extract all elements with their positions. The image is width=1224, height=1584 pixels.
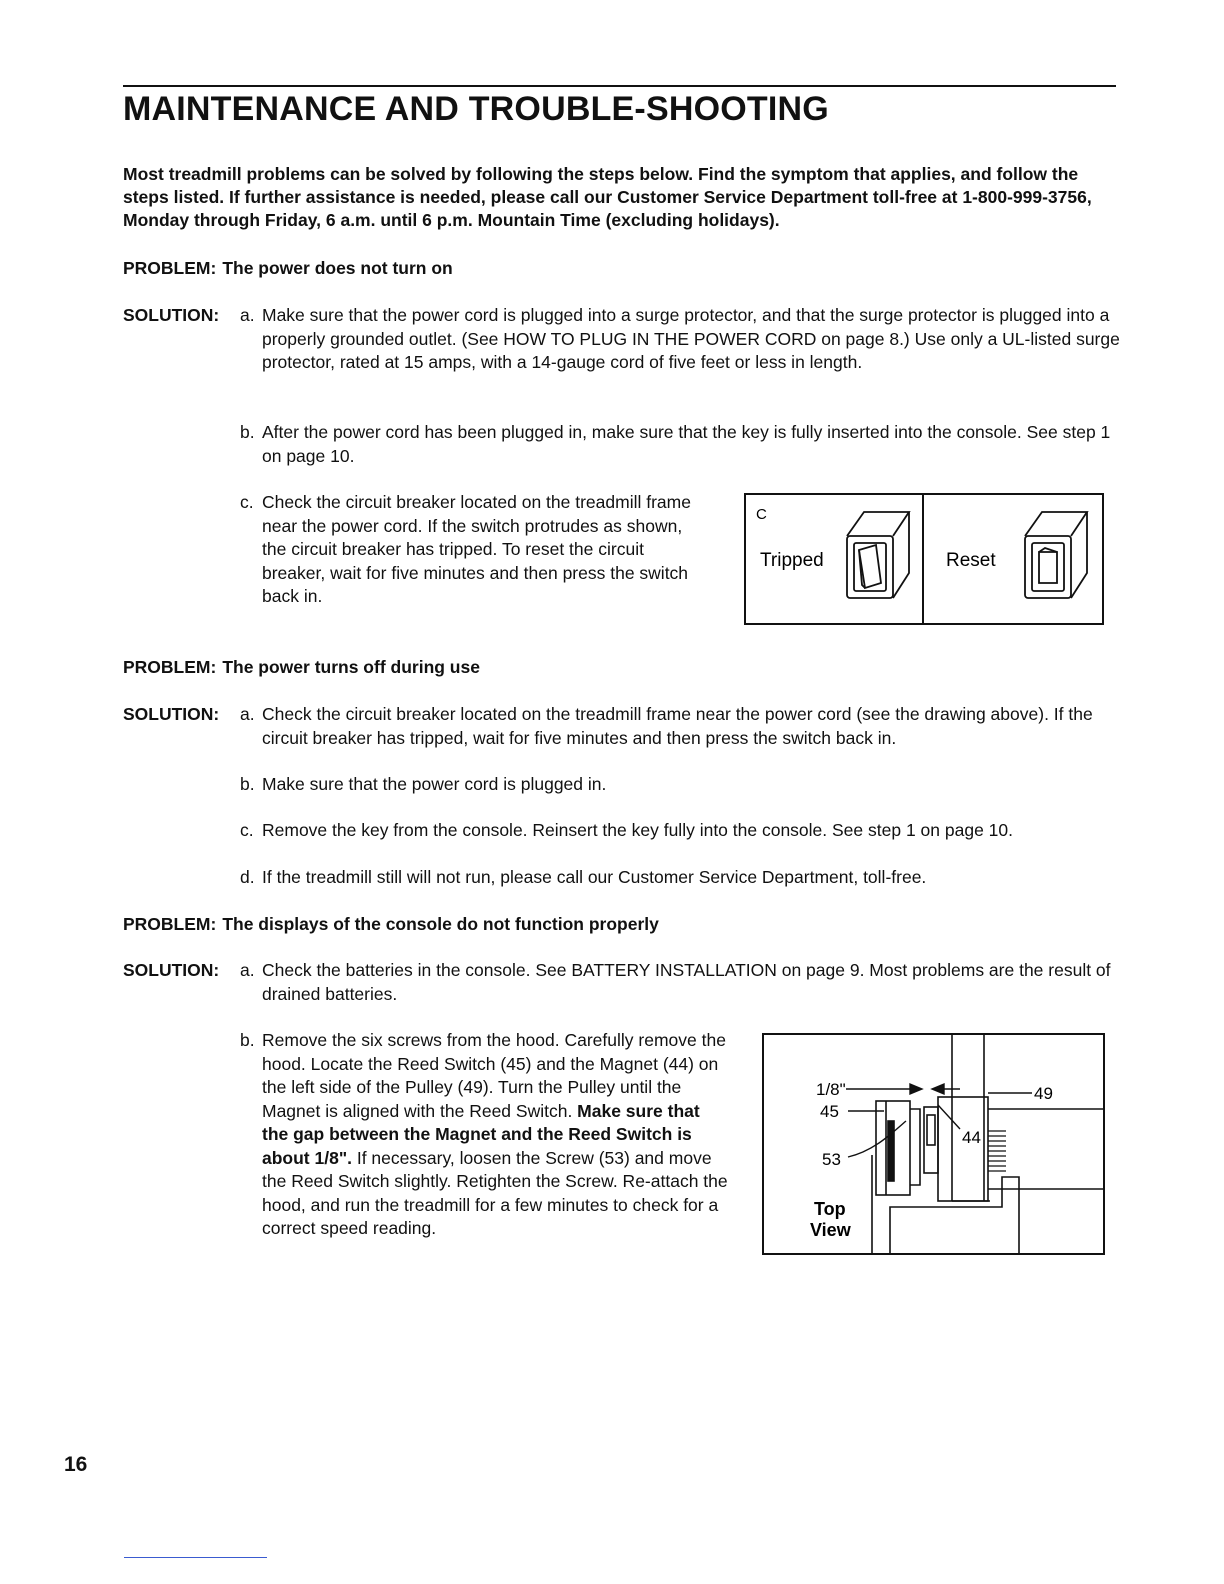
step-letter: c. — [240, 492, 254, 512]
view-label-view: View — [810, 1220, 851, 1240]
gap-label: 1/8" — [816, 1080, 846, 1099]
step-letter: a. — [240, 305, 255, 325]
screw-leader — [848, 1121, 906, 1157]
reed-switch-figure — [762, 1033, 1105, 1255]
solution-1-label — [123, 304, 219, 327]
step-letter: a. — [240, 960, 255, 980]
screw-label: 53 — [822, 1150, 841, 1169]
reed-switch-drawing — [764, 1035, 1103, 1253]
solution-label: SOLUTION: — [123, 960, 220, 980]
tripped-label: Tripped — [760, 550, 824, 571]
problem-label: PROBLEM: — [123, 914, 217, 934]
step-text-part: If necessary, loosen the Screw (53) and move the Reed Switch slightly. Retighten the Screw. Re-attach the hood, and run the treadmill for a few minutes to check for a correct speed reading. — [262, 1147, 728, 1238]
circuit-breaker-figure — [744, 493, 1104, 625]
problem-3-text: The displays of the console do not function properly — [222, 914, 659, 934]
pulley-grooves — [988, 1131, 1006, 1171]
step-text: Check the circuit breaker located on the treadmill frame near the power cord (see the drawing above). If the circuit breaker has tripped, wait for five minutes and then press the switch back in. — [262, 704, 1093, 748]
gap-dimension-arrows — [846, 1084, 960, 1094]
magnet-leader — [938, 1105, 960, 1129]
tripped-switch-icon — [847, 512, 909, 598]
page-title: MAINTENANCE AND TROUBLE-SHOOTING — [123, 90, 829, 128]
step-text — [262, 1029, 730, 1241]
step-1a — [240, 304, 1120, 375]
solution-2-label — [123, 703, 219, 726]
step-text: Check the batteries in the console. See BATTERY INSTALLATION on page 9. Most problems are the result of drained batteries. — [262, 960, 1111, 1004]
problem-label: PROBLEM: — [123, 657, 217, 677]
problem-1 — [123, 257, 453, 280]
problem-2 — [123, 656, 480, 679]
step-text: Make sure that the power cord is plugged in. — [262, 774, 607, 794]
step-text: After the power cord has been plugged in, make sure that the key is fully inserted into the console. See step 1 on page 10. — [262, 422, 1111, 466]
reset-label: Reset — [946, 550, 996, 571]
intro-paragraph: Most treadmill problems can be solved by following the steps below. Find the symptom that applies, and follow the steps listed. If further assistance is needed, please call our Customer Service Department toll-free at 1-800-999-3756, Monday through Friday, 6 a.m. until 6 p.m. Mountain Time (excluding holidays). — [123, 164, 1092, 230]
step-letter: d. — [240, 867, 255, 887]
footer-rule — [124, 1557, 267, 1558]
circuit-breaker-drawing — [746, 495, 1102, 623]
step-letter: b. — [240, 774, 255, 794]
header-rule — [123, 85, 1116, 87]
step-letter: a. — [240, 704, 255, 724]
reset-switch-icon — [1025, 512, 1087, 598]
step-letter: c. — [240, 820, 254, 840]
step-2d — [240, 866, 1120, 890]
step-1c — [240, 491, 710, 609]
figure-corner-label: C — [756, 506, 767, 523]
step-text: Check the circuit breaker located on the treadmill frame near the power cord. If the switch protrudes as shown, the circuit breaker has tripped. To reset the circuit breaker, wait for five minutes and then press the switch back in. — [262, 492, 691, 606]
step-text: If the treadmill still will not run, please call our Customer Service Department, toll-free. — [262, 867, 927, 887]
step-1b — [240, 421, 1120, 468]
step-text-emphasis: Make sure that the gap between the Magnet and the Reed Switch is about 1/8". — [262, 1100, 700, 1168]
pulley-label: 49 — [1034, 1084, 1053, 1103]
problem-3 — [123, 913, 659, 936]
pulley-body — [938, 1097, 1103, 1201]
reed-switch-45 — [876, 1101, 920, 1195]
problem-label: PROBLEM: — [123, 258, 217, 278]
step-text: Make sure that the power cord is plugged into a surge protector, and that the surge protector is plugged into a properly grounded outlet. (See HOW TO PLUG IN THE POWER CORD on page 8.) Use only a UL-listed surge protector, rated at 15 amps, with a 14-gauge cord of five feet or less in length. — [262, 305, 1120, 372]
step-letter: b. — [240, 422, 255, 442]
step-3a — [240, 959, 1120, 1006]
problem-2-text: The power turns off during use — [222, 657, 480, 677]
step-3b — [240, 1029, 730, 1241]
page-number: 16 — [64, 1453, 88, 1476]
view-label-top: Top — [814, 1199, 846, 1219]
solution-3-label — [123, 959, 219, 982]
step-text-part: Remove the six screws from the hood. Carefully remove the hood. Locate the Reed Switch (45) and the Magnet (44) on the left side of the Pulley (49). Turn the Pulley until the Magnet is aligned with the Reed Switch. — [262, 1030, 726, 1121]
step-letter: b. — [240, 1030, 255, 1050]
solution-label: SOLUTION: — [123, 704, 220, 724]
step-2c — [240, 819, 1120, 843]
magnet-44 — [924, 1107, 938, 1173]
problem-1-text: The power does not turn on — [222, 258, 453, 278]
step-2b — [240, 773, 1120, 797]
pulley-shaft — [952, 1035, 990, 1201]
magnet-label: 44 — [962, 1128, 981, 1147]
reed-switch-label: 45 — [820, 1102, 839, 1121]
step-2a — [240, 703, 1120, 750]
step-text: Remove the key from the console. Reinsert the key fully into the console. See step 1 on page 10. — [262, 820, 1013, 840]
solution-label: SOLUTION: — [123, 305, 220, 325]
